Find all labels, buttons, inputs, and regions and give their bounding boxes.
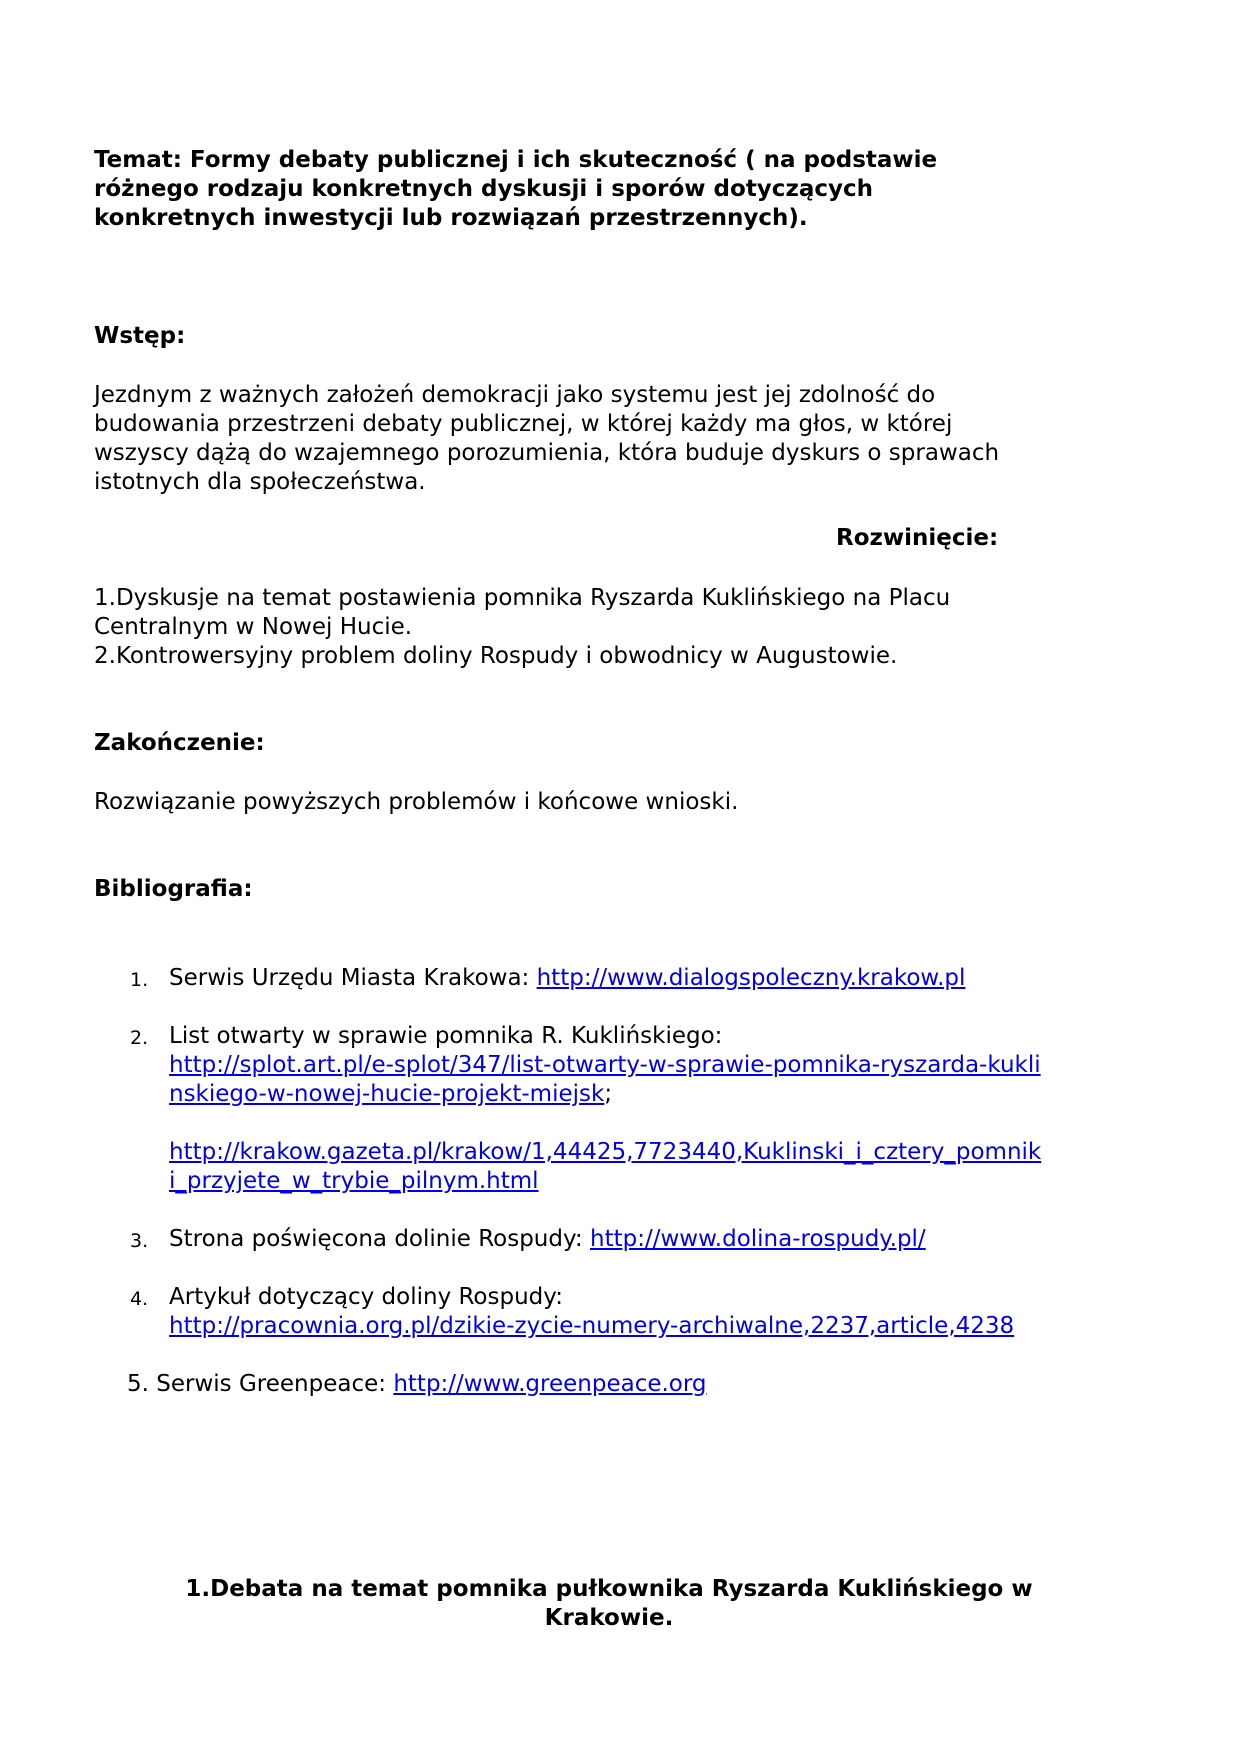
item-link[interactable]: http://krakow.gazeta.pl/krakow/1,44425,7723440,Kuklinski_i_cztery_pomnik: [169, 1139, 1042, 1165]
development-line: 2.Kontrowersyjny problem doliny Rospudy i obwodnicy w Augustowie.: [94, 643, 898, 669]
item-link[interactable]: http://www.greenpeace.org: [393, 1371, 707, 1397]
intro-line: istotnych dla społeczeństwa.: [94, 469, 426, 495]
intro-line: wszyscy dążą do wzajemnego porozumienia, która buduje dyskurs o sprawach: [94, 440, 1000, 466]
item-link[interactable]: nskiego-w-nowej-hucie-projekt-miejsk: [169, 1081, 605, 1107]
item-number: 5.: [127, 1371, 149, 1397]
conclusion-text: Rozwiązanie powyższych problemów i końcowe wnioski.: [94, 789, 739, 815]
item-label: Artykuł dotyczący doliny Rospudy:: [169, 1284, 563, 1310]
intro-line: budowania przestrzeni debaty publicznej, w której każdy ma głos, w której: [94, 411, 953, 437]
item-link-suffix: ;: [604, 1081, 613, 1107]
document-title: [94, 146, 1094, 233]
development-line: 1.Dyskusje na temat postawienia pomnika Ryszarda Kuklińskiego na Placu: [94, 585, 951, 611]
bibliography-item-text: [169, 1022, 1041, 1196]
item-label: Serwis Urzędu Miasta Krakowa:: [169, 965, 537, 991]
item-number: 2.: [130, 1027, 149, 1049]
section-heading: [94, 1575, 1124, 1633]
intro-paragraph: [94, 381, 999, 497]
bibliography-item: [127, 1370, 707, 1399]
bibliography-item-text: [169, 1283, 1014, 1341]
item-link[interactable]: i_przyjete_w_trybie_pilnym.html: [169, 1168, 539, 1194]
item-link[interactable]: http://pracownia.org.pl/dzikie-zycie-numery-archiwalne,2237,article,4238: [169, 1313, 1015, 1339]
bibliography-item-text: [169, 1225, 926, 1254]
item-number: 4.: [130, 1288, 149, 1310]
item-link[interactable]: http://www.dialogspoleczny.krakow.pl: [536, 965, 966, 991]
title-line: Temat: Formy debaty publicznej i ich skuteczność ( na podstawie: [94, 147, 938, 173]
intro-line: Jezdnym z ważnych założeń demokracji jako systemu jest jej zdolność do: [94, 382, 936, 408]
item-link[interactable]: http://www.dolina-rospudy.pl/: [590, 1226, 926, 1252]
title-line: różnego rodzaju konkretnych dyskusji i sporów dotyczących: [94, 176, 873, 202]
conclusion-heading: Zakończenie:: [94, 730, 265, 756]
bibliography-item-text: [169, 964, 965, 993]
development-paragraph: [94, 584, 950, 671]
item-label: List otwarty w sprawie pomnika R. Kuklińskiego:: [169, 1023, 723, 1049]
item-link[interactable]: http://splot.art.pl/e-splot/347/list-otwarty-w-sprawie-pomnika-ryszarda-kukli: [169, 1052, 1041, 1078]
development-line: Centralnym w Nowej Hucie.: [94, 614, 413, 640]
item-number: 1.: [130, 969, 149, 991]
item-number: 3.: [130, 1230, 149, 1252]
intro-heading: Wstęp:: [94, 323, 186, 349]
item-label: Strona poświęcona dolinie Rospudy:: [169, 1226, 590, 1252]
section-heading-line: Krakowie.: [544, 1605, 674, 1631]
bibliography-heading: Bibliografia:: [94, 876, 253, 902]
section-heading-line: 1.Debata na temat pomnika pułkownika Ryszarda Kuklińskiego w: [185, 1576, 1033, 1602]
item-label: Serwis Greenpeace:: [156, 1371, 394, 1397]
development-heading: Rozwinięcie:: [836, 525, 999, 551]
title-line: konkretnych inwestycji lub rozwiązań przestrzennych).: [94, 205, 808, 231]
